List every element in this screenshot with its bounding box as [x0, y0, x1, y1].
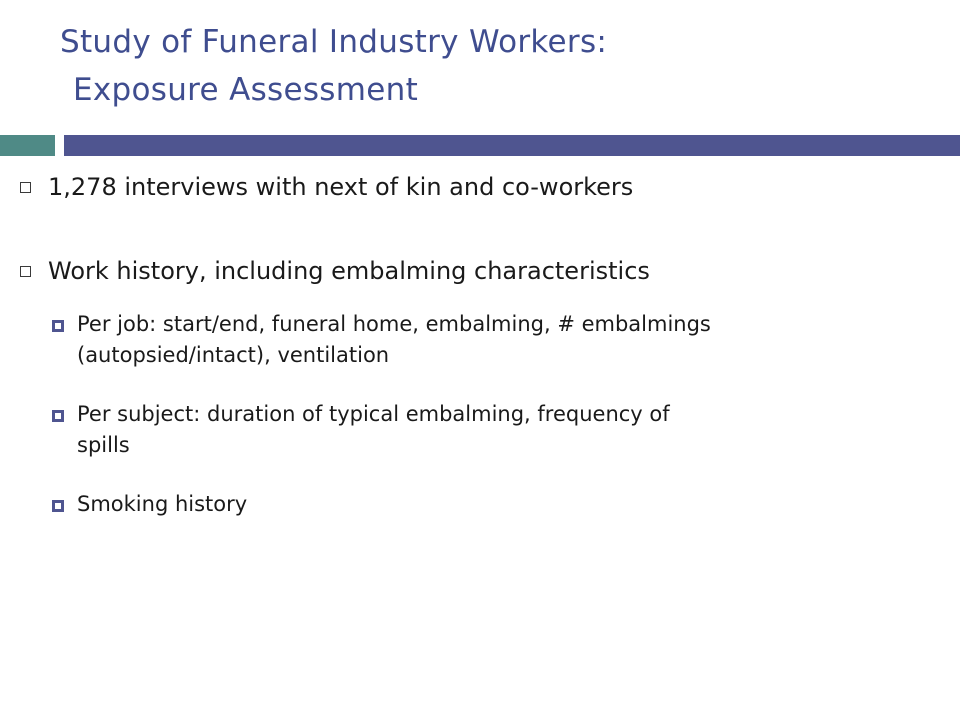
filled-square-bullet-icon — [52, 320, 64, 332]
sub-bullet-text — [77, 490, 247, 518]
title-rule-bar — [64, 135, 960, 156]
sub-bullet-line: spills — [77, 433, 130, 457]
bullet-text: 1,278 interviews with next of kin and co-workers — [48, 173, 634, 201]
filled-square-bullet-icon — [52, 500, 64, 512]
slide-title — [60, 18, 920, 114]
bullet-text: Work history, including embalming characteristics — [48, 257, 650, 285]
sub-bullet-text — [77, 400, 670, 459]
filled-square-bullet-icon — [52, 410, 64, 422]
hollow-square-bullet-icon — [20, 182, 31, 193]
sub-bullet-line: Per subject: duration of typical embalming, frequency of — [77, 402, 670, 426]
title-rule-accent — [0, 135, 55, 156]
sub-bullet-text — [77, 310, 711, 369]
slide-title-line-1: Study of Funeral Industry Workers: — [60, 24, 608, 60]
hollow-square-bullet-icon — [20, 266, 31, 277]
sub-bullet-line: (autopsied/intact), ventilation — [77, 343, 390, 367]
sub-bullet-line: Per job: start/end, funeral home, embalming, # embalmings — [77, 312, 711, 336]
sub-bullet-line: Smoking history — [77, 492, 248, 516]
slide-title-line-2: Exposure Assessment — [73, 72, 419, 108]
